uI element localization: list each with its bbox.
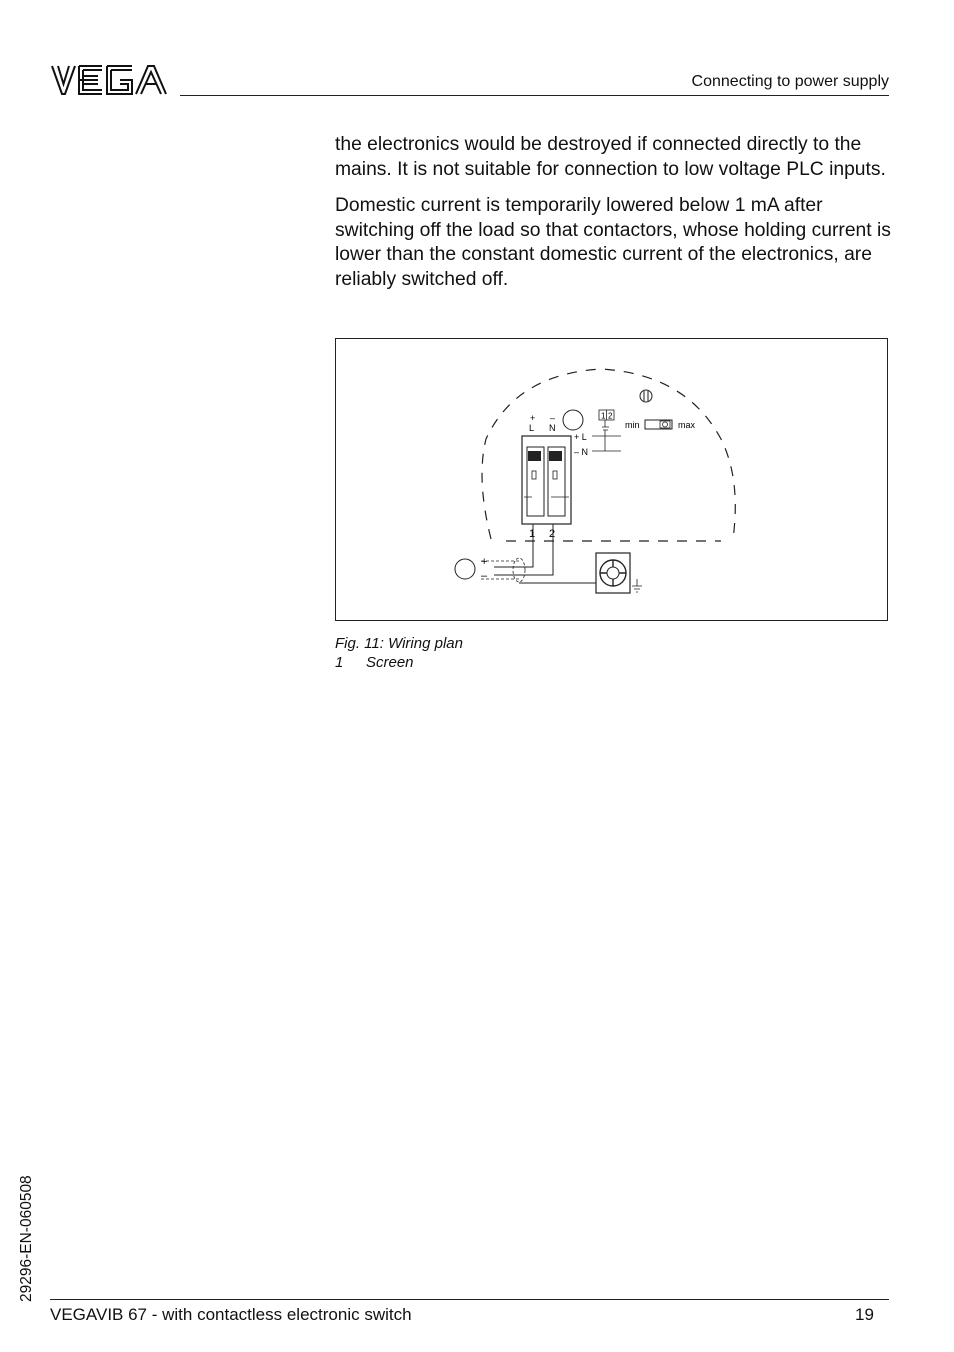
relay-2: 2 — [608, 411, 613, 421]
footer-title: VEGAVIB 67 - with contactless electronic switch — [50, 1305, 412, 1324]
label-max: max — [678, 420, 696, 430]
legend-number: 1 — [335, 654, 344, 671]
relay-1: 1 — [601, 411, 606, 421]
page-number: 19 — [855, 1305, 874, 1324]
label-plus: + — [530, 413, 536, 423]
footer-rule — [50, 1299, 889, 1300]
label-L: L — [529, 423, 535, 433]
supply-symbol — [455, 559, 475, 579]
terminal-2: 2 — [549, 528, 556, 540]
screen-minus: – — [481, 570, 488, 582]
paragraph-2: Domestic current is temporarily lowered below 1 mA after switching off the load so that contactors, whose holding current is lower than the constant domestic current of the electronics, are reliably switched off. — [335, 195, 891, 290]
label-minus-N: – N — [574, 447, 589, 457]
legend-text: Screen — [366, 654, 414, 671]
screen-plus: + — [481, 556, 488, 568]
label-minus: – — [550, 413, 556, 423]
label-N: N — [549, 423, 556, 433]
figure-caption: Fig. 11: Wiring plan — [335, 635, 463, 652]
vega-logo — [50, 62, 168, 98]
paragraph-1: the electronics would be destroyed if connected directly to the mains. It is not suitable for connection to low voltage PLC inputs. — [335, 134, 886, 180]
document-code: 29296-EN-060508 — [18, 1175, 35, 1302]
figure-caption-block — [335, 634, 463, 672]
header-rule — [180, 95, 889, 96]
terminal-1: 1 — [529, 528, 536, 540]
terminal-block — [522, 436, 571, 524]
wire-1 — [494, 524, 536, 567]
status-lamp — [563, 410, 583, 430]
label-plus-L: + L — [574, 432, 587, 442]
label-min: min — [625, 420, 640, 430]
wiring-diagram — [336, 339, 889, 622]
cable-screen — [513, 558, 525, 582]
section-title: Connecting to power supply — [691, 73, 889, 90]
legend-item — [335, 653, 463, 672]
cover-screw-icon — [640, 390, 652, 402]
housing-outline — [482, 369, 735, 539]
wiring-plan-figure — [335, 338, 888, 621]
ground-icon — [632, 579, 642, 592]
body-text — [335, 133, 891, 304]
logo-text: VEGA — [50, 62, 53, 63]
